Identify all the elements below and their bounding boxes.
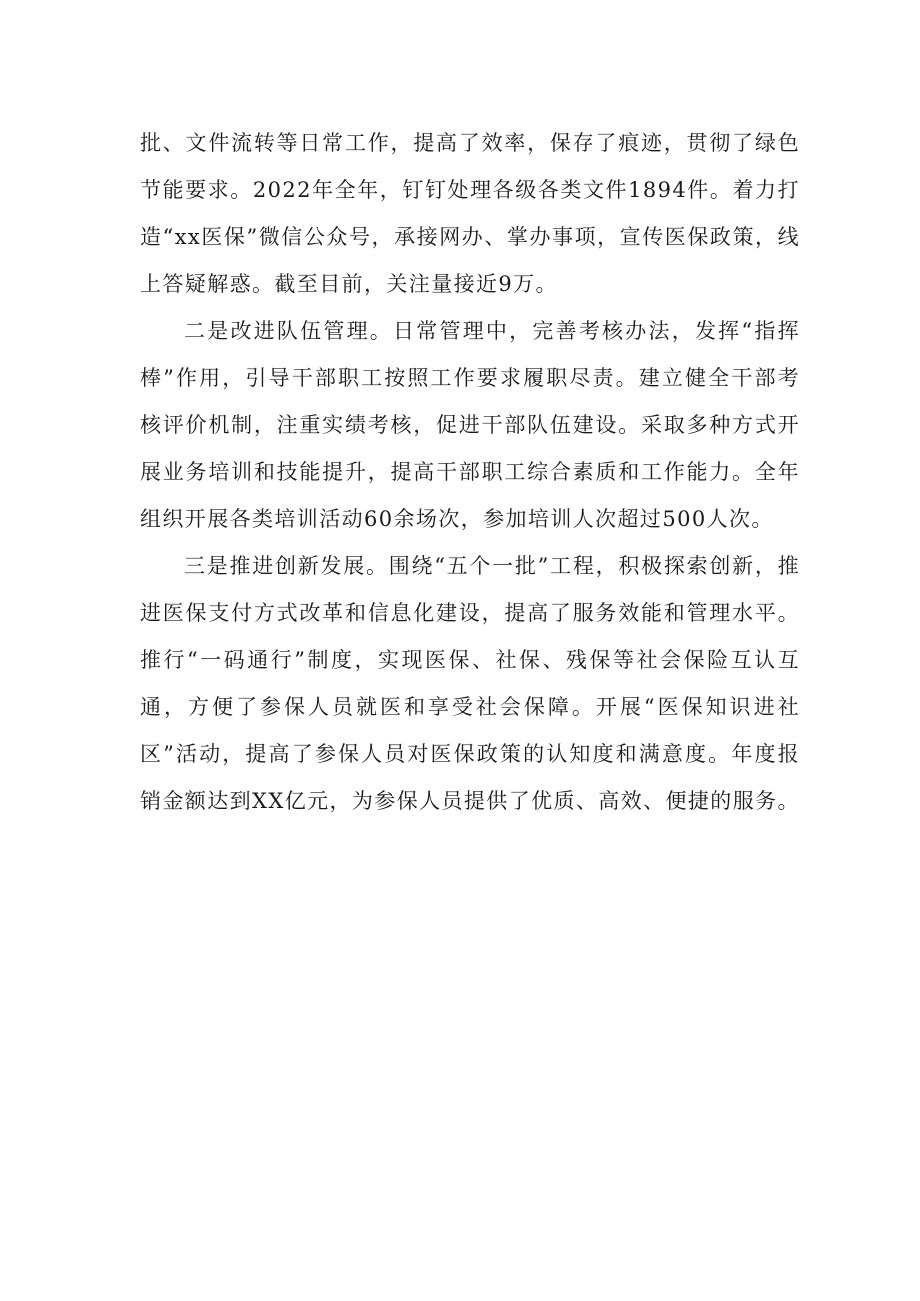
document-body xyxy=(140,120,800,825)
paragraph-work-efficiency: 批、文件流转等日常工作，提高了效率，保存了痕迹，贯彻了绿色节能要求。2022年全年，钉钉处理各级各类文件1894件。着力打造“xx医保”微信公众号，承接网办、掌办事项，宣传医保政策，线上答疑解惑。截至目前，关注量接近9万。 xyxy=(140,131,800,296)
paragraph-innovation-development: 三是推进创新发展。围绕“五个一批”工程，积极探索创新，推进医保支付方式改革和信息化建设，提高了服务效能和管理水平。推行“一码通行”制度，实现医保、社保、残保等社会保险互认互通，方便了参保人员就医和享受社会保障。开展“医保知识进社区”活动，提高了参保人员对医保政策的认知度和满意度。年度报销金额达到XX亿元，为参保人员提供了优质、高效、便捷的服务。 xyxy=(140,554,800,813)
paragraph-team-management: 二是改进队伍管理。日常管理中，完善考核办法，发挥“指挥棒”作用，引导干部职工按照工作要求履职尽责。建立健全干部考核评价机制，注重实绩考核，促进干部队伍建设。采取多种方式开展业务培训和技能提升，提高干部职工综合素质和工作能力。全年组织开展各类培训活动60余场次，参加培训人次超过500人次。 xyxy=(140,319,800,531)
